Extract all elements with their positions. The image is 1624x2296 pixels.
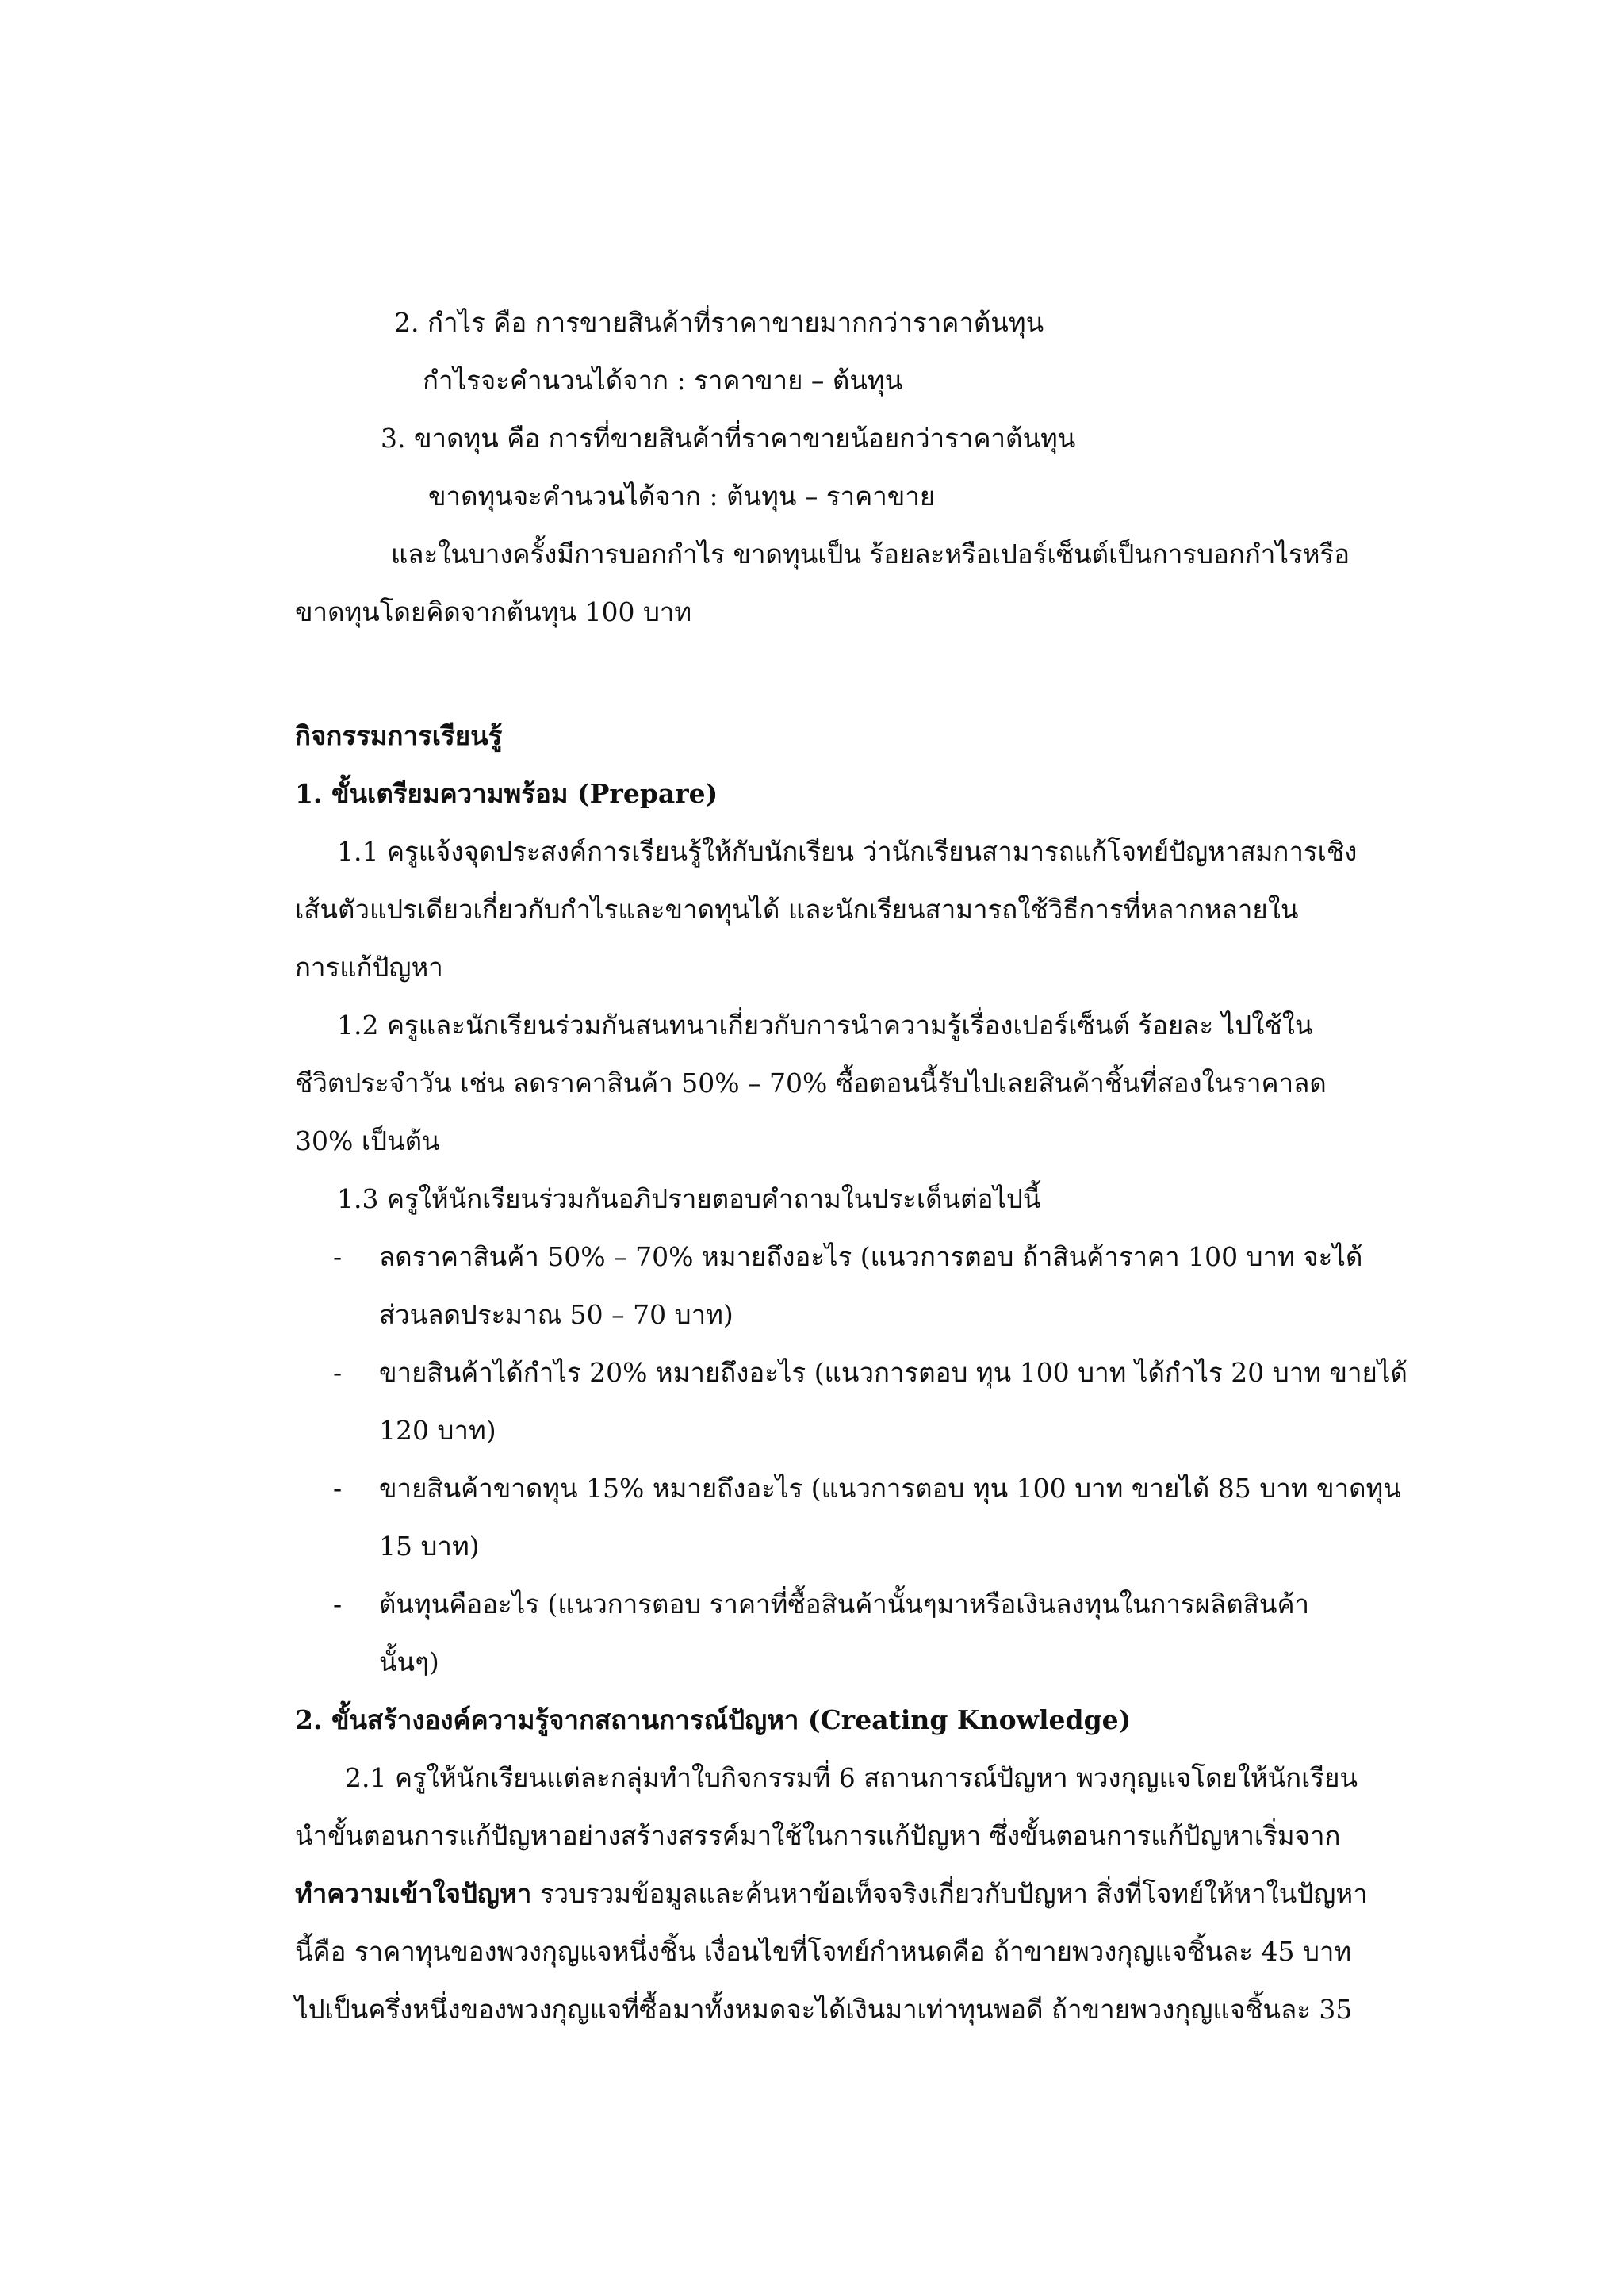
item-1-2-line3: 30% เป็นต้น [295,1125,440,1156]
activities-heading: กิจกรรมการเรียนรู้ [295,720,503,751]
item-2-1-line5: ไปเป็นครึ่งหนึ่งของพวงกุญแจที่ซื้อมาทั้งหมดจะได้เงินมาเท่าทุนพอดี ถ้าขายพวงกุญแจชิ้นละ 35 [295,1994,1353,2025]
percent-note-line2: ขาดทุนโดยคิดจากต้นทุน 100 บาท [295,596,692,627]
bullet-dash: - [333,1473,343,1504]
item-2-1-line4: นี้คือ ราคาทุนของพวงกุญแจหนึ่งชิ้น เงื่อนไขที่โจทย์กำหนดคือ ถ้าขายพวงกุญแจชิ้นละ 45 บาท [295,1936,1352,1967]
item-2-1-line3 [295,1865,1368,1922]
bullet-dash: - [333,1589,343,1619]
item-1-1-line1: 1.1 ครูแจ้งจุดประสงค์การเรียนรู้ให้กับนักเรียน ว่านักเรียนสามารถแก้โจทย์ปัญหาสมการเชิง [337,836,1358,867]
item-2-1-line3-rest: รวบรวมข้อมูลและค้นหาข้อเท็จจริงเกี่ยวกับปัญหา สิ่งที่โจทย์ให้หาในปัญหา [531,1878,1368,1909]
question-4-line2: นั้นๆ) [379,1646,439,1677]
profit-definition: 2. กำไร คือ การขายสินค้าที่ราคาขายมากกว่าราคาต้นทุน [394,307,1044,338]
item-2-1-line2: นำขั้นตอนการแก้ปัญหาอย่างสร้างสรรค์มาใช้ในการแก้ปัญหา ซึ่งขั้นตอนการแก้ปัญหาเริ่มจาก [295,1820,1341,1851]
loss-definition: 3. ขาดทุน คือ การที่ขายสินค้าที่ราคาขายน้อยกว่าราคาต้นทุน [381,423,1076,454]
bullet-dash: - [333,1241,343,1272]
question-3-line1: ขายสินค้าขาดทุน 15% หมายถึงอะไร (แนวการตอบ ทุน 100 บาท ขายได้ 85 บาท ขาดทุน [379,1473,1401,1504]
loss-formula: ขาดทุนจะคำนวนได้จาก : ต้นทุน – ราคาขาย [428,481,936,512]
bullet-dash: - [333,1357,343,1388]
question-3-line2: 15 บาท) [379,1531,480,1562]
question-1-line1: ลดราคาสินค้า 50% – 70% หมายถึงอะไร (แนวการตอบ ถ้าสินค้าราคา 100 บาท จะได้ [379,1241,1363,1272]
item-2-1-line1: 2.1 ครูให้นักเรียนแต่ละกลุ่มทำใบกิจกรรมที่ 6 สถานการณ์ปัญหา พวงกุญแจโดยให้นักเรียน [345,1762,1358,1793]
profit-formula: กำไรจะคำนวนได้จาก : ราคาขาย – ต้นทุน [423,365,903,396]
percent-note-line1: และในบางครั้งมีการบอกกำไร ขาดทุนเป็น ร้อยละหรือเปอร์เซ็นต์เป็นการบอกกำไรหรือ [391,539,1350,569]
item-1-1-line3: การแก้ปัญหา [295,952,443,983]
understand-problem-label: ทำความเข้าใจปัญหา [295,1878,532,1909]
step2-heading: 2. ขั้นสร้างองค์ความรู้จากสถานการณ์ปัญหา (Creating Knowledge) [295,1704,1132,1735]
item-1-2-line1: 1.2 ครูและนักเรียนร่วมกันสนทนาเกี่ยวกับการนำความรู้เรื่องเปอร์เซ็นต์ ร้อยละ ไปใช้ใน [337,1010,1313,1041]
question-2-line2: 120 บาท) [379,1415,496,1446]
question-4-line1: ต้นทุนคืออะไร (แนวการตอบ ราคาที่ซื้อสินค้านั้นๆมาหรือเงินลงทุนในการผลิตสินค้า [379,1589,1310,1619]
item-1-3: 1.3 ครูให้นักเรียนร่วมกันอภิปรายตอบคำถามในประเด็นต่อไปนี้ [337,1183,1041,1214]
item-1-1-line2: เส้นตัวแปรเดียวเกี่ยวกับกำไรและขาดทุนได้ และนักเรียนสามารถใช้วิธีการที่หลากหลายใน [295,894,1299,925]
question-1-line2: ส่วนลดประมาณ 50 – 70 บาท) [379,1299,733,1330]
question-2-line1: ขายสินค้าได้กำไร 20% หมายถึงอะไร (แนวการตอบ ทุน 100 บาท ได้กำไร 20 บาท ขายได้ [379,1357,1408,1388]
item-1-2-line2: ชีวิตประจำวัน เช่น ลดราคาสินค้า 50% – 70% ซื้อตอนนี้รับไปเลยสินค้าชิ้นที่สองในราคาลด [295,1068,1327,1098]
step1-heading: 1. ขั้นเตรียมความพร้อม (Prepare) [295,778,718,809]
